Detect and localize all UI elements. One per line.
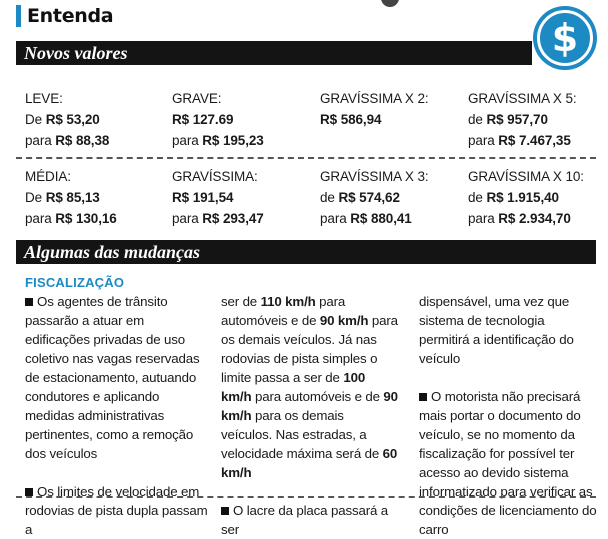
value-prefix-to: para	[172, 211, 203, 226]
paragraph	[221, 292, 398, 482]
value-label: MÉDIA:	[25, 169, 71, 184]
paragraph	[25, 482, 210, 539]
text-segment: para os demais veículos. Nas estradas, a velocidade máxima será de	[221, 408, 383, 461]
value-media	[25, 166, 117, 229]
value-from: R$ 191,54	[172, 190, 234, 205]
bullet-square-icon	[221, 507, 229, 515]
value-gravissima-x3	[320, 166, 429, 229]
value-prefix-to: para	[25, 133, 56, 148]
bullet-square-icon	[25, 488, 33, 496]
speed-value: 110 km/h	[260, 294, 316, 309]
value-to: R$ 880,41	[350, 211, 412, 226]
dashed-divider	[16, 157, 596, 159]
text-segment: para automóveis e de	[221, 294, 346, 328]
value-to: R$ 130,16	[55, 211, 117, 226]
value-label: GRAVÍSSIMA X 5:	[468, 91, 577, 106]
paragraph	[25, 292, 210, 463]
value-prefix-to: para	[172, 133, 203, 148]
speed-value: 100 km/h	[221, 370, 366, 404]
speed-value: 90 km/h	[221, 389, 398, 423]
value-prefix-to: para	[320, 211, 351, 226]
value-label: LEVE:	[25, 91, 63, 106]
page-title: Entenda	[27, 5, 114, 27]
value-prefix-from: De	[25, 190, 46, 205]
value-to: R$ 293,47	[202, 211, 264, 226]
value-from: R$ 574,62	[338, 190, 400, 205]
paragraph-text: dispensável, uma vez que sistema de tecnologia permitirá a identificação do veículo	[419, 294, 574, 366]
top-edge-marker	[381, 0, 399, 7]
speed-value: 60 km/h	[221, 446, 398, 480]
value-label: GRAVÍSSIMA:	[172, 169, 258, 184]
value-label: GRAVÍSSIMA X 10:	[468, 169, 584, 184]
value-from: R$ 127.69	[172, 112, 234, 127]
svg-text:$: $	[551, 16, 579, 60]
page-header	[16, 4, 113, 28]
value-gravissima	[172, 166, 264, 229]
value-prefix-from: de	[468, 190, 487, 205]
paragraph-text: Os agentes de trânsito passarão a atuar em edificações privadas de uso coletivo nas vagas reservadas de estacionamento, autuando condutores e aplicando medidas administrativas pertinentes, como a remoção dos veículos	[25, 294, 200, 461]
value-from: R$ 1.915,40	[486, 190, 559, 205]
paragraph-text: O motorista não precisará mais portar o documento do veículo, se no momento da fiscalização for possível ter acesso ao devido sistema informatizado para verificar as condições de licenciamento do carro	[419, 389, 597, 537]
text-segment: para automóveis e de	[251, 389, 384, 404]
value-to: R$ 195,23	[202, 133, 264, 148]
value-prefix-to: para	[468, 133, 499, 148]
value-label: GRAVÍSSIMA X 2:	[320, 91, 429, 106]
value-to: R$ 88,38	[55, 133, 110, 148]
bullet-square-icon	[419, 393, 427, 401]
text-segment: para os demais veículos. Já nas rodovias de pista simples o limite passa a ser de	[221, 313, 398, 385]
value-from: R$ 85,13	[45, 190, 100, 205]
value-prefix-from: de	[320, 190, 339, 205]
value-leve	[25, 88, 109, 151]
dollar-sign-icon	[532, 5, 598, 71]
paragraph-text: O lacre da placa passará a ser	[221, 503, 389, 537]
value-from: R$ 586,94	[320, 112, 382, 127]
bullet-square-icon	[25, 298, 33, 306]
value-gravissima-x2	[320, 88, 429, 130]
value-prefix-to: para	[468, 211, 499, 226]
text-column-3	[419, 292, 597, 539]
text-column-2	[221, 292, 398, 539]
value-prefix-to: para	[25, 211, 56, 226]
value-to: R$ 2.934,70	[498, 211, 571, 226]
speed-value: 90 km/h	[319, 313, 369, 328]
text-segment: ser de	[221, 294, 261, 309]
subheading-fiscalizacao: FISCALIZAÇÃO	[25, 275, 125, 290]
value-label: GRAVÍSSIMA X 3:	[320, 169, 429, 184]
title-accent-bar	[16, 5, 21, 27]
value-from: R$ 53,20	[45, 112, 100, 127]
paragraph	[419, 292, 597, 368]
value-gravissima-x10	[468, 166, 584, 229]
value-gravissima-x5	[468, 88, 577, 151]
paragraph	[221, 501, 398, 539]
section-heading-novos-valores: Novos valores	[16, 41, 532, 65]
paragraph-text: Os limites de velocidade em rodovias de pista dupla passam a	[25, 484, 208, 537]
value-prefix-from: De	[25, 112, 46, 127]
value-label: GRAVE:	[172, 91, 222, 106]
paragraph	[419, 387, 597, 539]
value-to: R$ 7.467,35	[498, 133, 571, 148]
value-prefix-from: de	[468, 112, 487, 127]
section-heading-mudancas: Algumas das mudanças	[16, 240, 596, 264]
value-from: R$ 957,70	[486, 112, 548, 127]
dashed-divider	[16, 496, 596, 498]
value-grave	[172, 88, 264, 151]
text-column-1	[25, 292, 210, 539]
